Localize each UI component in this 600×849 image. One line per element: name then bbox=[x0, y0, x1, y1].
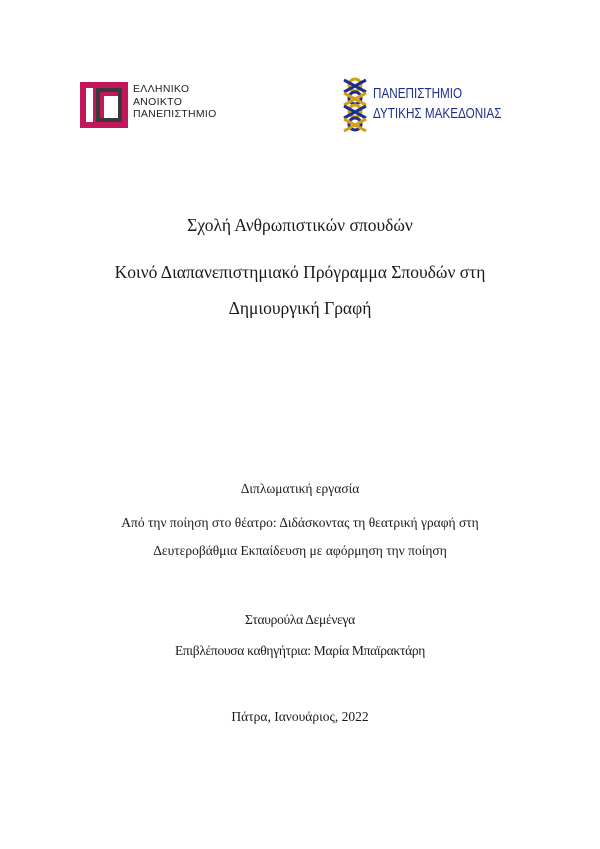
eap-logo-mark-icon bbox=[80, 82, 128, 128]
program-title-line-1: Κοινό Διαπανεπιστημιακό Πρόγραμμα Σπουδών στη bbox=[114, 262, 486, 282]
eap-logo-line-3: ΠΑΝΕΠΙΣΤΗΜΙΟ bbox=[133, 108, 217, 120]
uowm-logo-text bbox=[373, 84, 501, 124]
program-title-line-2: Δημιουργική Γραφή bbox=[228, 298, 372, 318]
thesis-title-line-1: Από την ποίηση στο θέατρο: Διδάσκοντας τη θεατρική γραφή στη bbox=[121, 515, 479, 530]
eap-logo-text bbox=[133, 83, 217, 121]
eap-logo bbox=[80, 80, 240, 130]
uowm-logo bbox=[340, 76, 520, 136]
author-name: Σταυρούλα Δεμένεγα bbox=[245, 612, 355, 627]
eap-logo-line-1: ΕΛΛΗΝΙΚΟ bbox=[133, 83, 190, 95]
uowm-logo-line-1: ΠΑΝΕΠΙΣΤΗΜΙΟ bbox=[373, 85, 463, 102]
uowm-logo-emblem-icon bbox=[340, 76, 370, 134]
eap-logo-line-2: ΑΝΟΙΚΤΟ bbox=[133, 95, 183, 108]
thesis-type: Διπλωματική εργασία bbox=[240, 481, 360, 496]
uowm-logo-line-2: ΔΥΤΙΚΗΣ ΜΑΚΕΔΟΝΙΑΣ bbox=[373, 105, 502, 122]
thesis-title-line-2: Δευτεροβάθμια Εκπαίδευση με αφόρμηση την ποίηση bbox=[153, 543, 447, 558]
school-name: Σχολή Ανθρωπιστικών σπουδών bbox=[187, 215, 413, 235]
supervisor: Επιβλέπουσα καθηγήτρια: Μαρία Μπαϊρακτάρη bbox=[174, 643, 426, 658]
place-date: Πάτρα, Ιανουάριος, 2022 bbox=[231, 709, 369, 724]
